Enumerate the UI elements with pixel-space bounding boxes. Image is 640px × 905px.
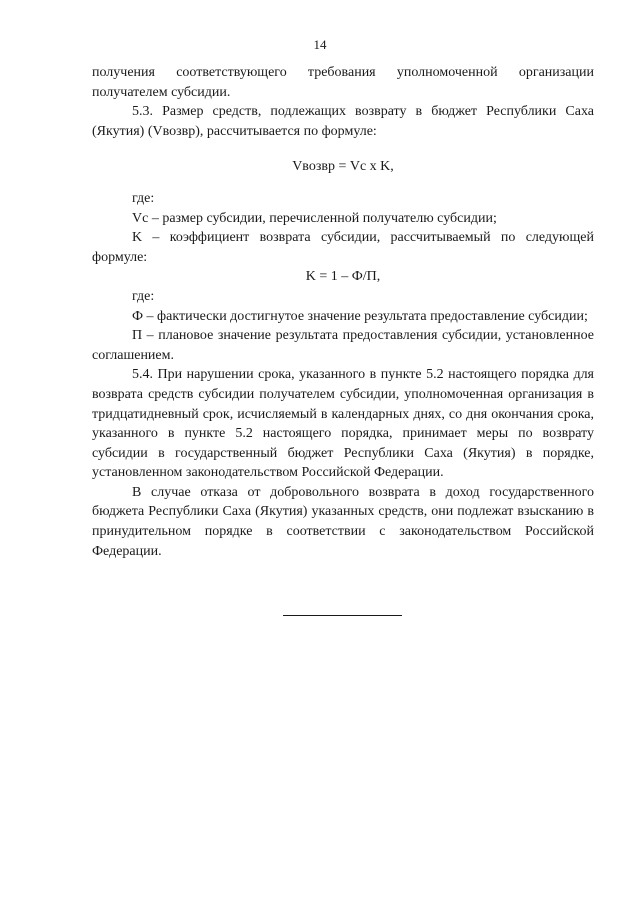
paragraph-5-3: 5.3. Размер средств, подлежащих возврату в бюджет Республики Саха (Якутия) (Vвозвр), рассчитывается по формуле: <box>92 104 594 139</box>
where-label-1: где: <box>132 190 155 206</box>
paragraph-continuation: получения соответствующего требования уполномоченной организации получателем субсидии. <box>92 65 594 100</box>
definition-k: K – коэффициент возврата субсидии, рассчитываемый по следующей формуле: <box>92 230 594 265</box>
paragraph-5-4: 5.4. При нарушении срока, указанного в пункте 5.2 настоящего порядка для возврата средств субсидии получателем субсидии, уполномоченная организация в тридцатидневный срок, исчисляемый в календарных днях, со дня окончания срока, указанного в пункте 5.2 настоящего порядка, принимает меры по возврату субсидии в государственный бюджет Республики Саха (Якутия) в порядке, установленном законодательством Российской Федерации. <box>92 367 594 481</box>
definition-p: П – плановое значение результата предоставления субсидии, установленное соглашением. <box>92 328 594 363</box>
paragraph-refusal: В случае отказа от добровольного возврата в доход государственного бюджета Республики Саха (Якутия) указанных средств, они подлежат взысканию в принудительном порядке в соответствии с законодательством Российской Федерации. <box>92 484 594 559</box>
closing-divider-line <box>283 615 402 616</box>
definition-vc: Vс – размер субсидии, перечисленной получателю субсидии; <box>132 210 497 226</box>
page-number: 14 <box>313 37 327 52</box>
formula-coefficient: K = 1 – Ф/П, <box>305 269 381 285</box>
definition-f: Ф – фактически достигнутое значение результата предоставление субсидии; <box>132 308 588 324</box>
where-label-2: где: <box>132 288 155 304</box>
formula-return-amount: Vвозвр = Vс х K, <box>292 159 394 175</box>
document-body <box>92 63 594 561</box>
